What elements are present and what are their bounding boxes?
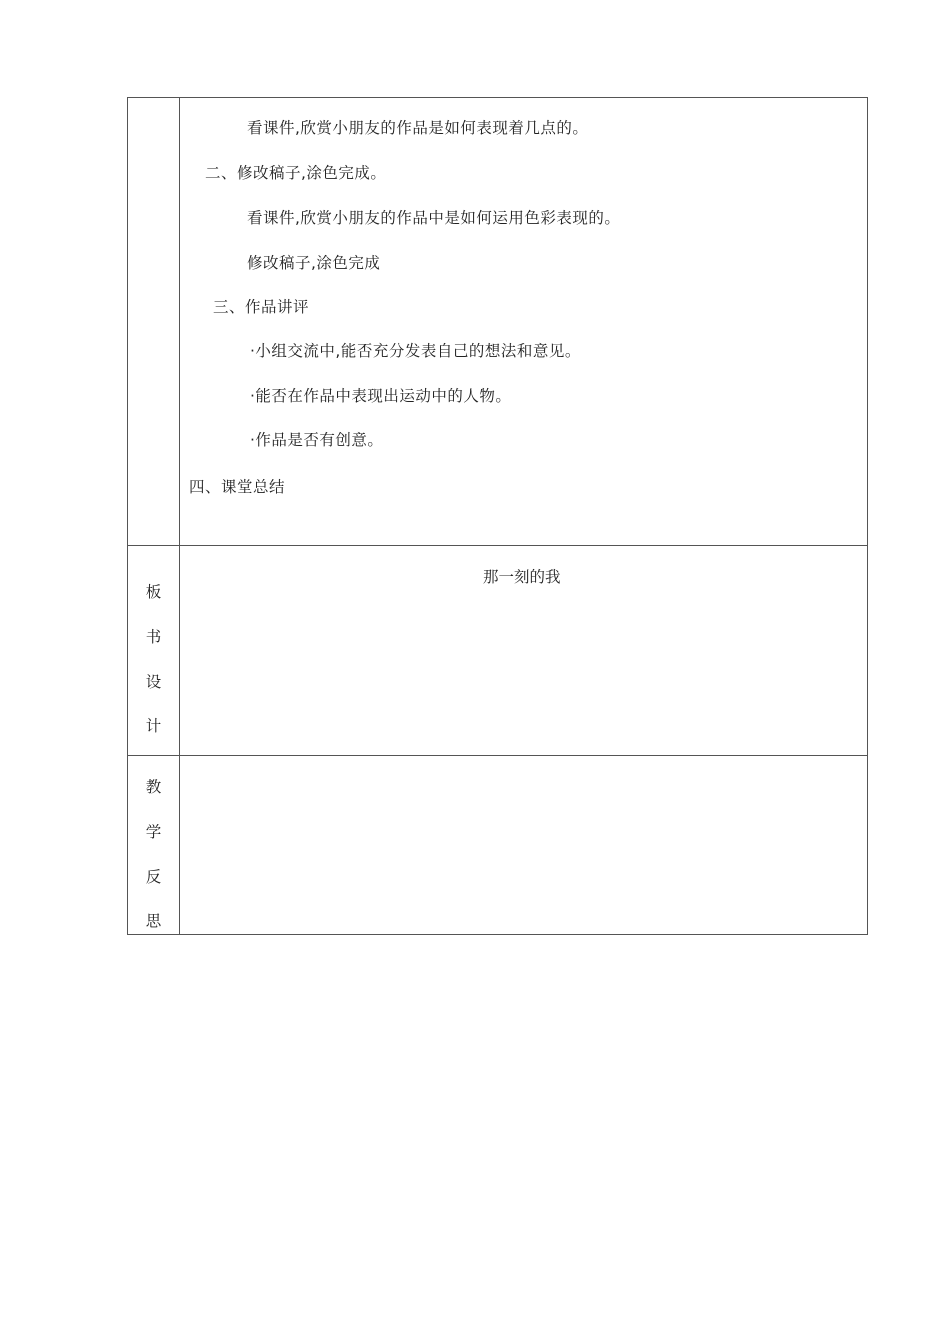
reflection-label-char-4: 思 bbox=[145, 912, 162, 930]
process-line-1: 看课件,欣赏小朋友的作品是如何表现着几点的。 bbox=[247, 119, 589, 137]
board-label-char-4: 计 bbox=[145, 717, 162, 735]
reflection-label-char-1: 教 bbox=[145, 778, 162, 796]
process-line-6: ·小组交流中,能否充分发表自己的想法和意见。 bbox=[250, 342, 581, 360]
process-line-2: 二、修改稿子,涂色完成。 bbox=[205, 164, 387, 182]
column-divider bbox=[179, 98, 180, 934]
reflection-label-char-3: 反 bbox=[145, 868, 162, 886]
board-design-title: 那一刻的我 bbox=[483, 568, 561, 586]
process-line-5: 三、作品讲评 bbox=[213, 298, 310, 316]
row-divider-board bbox=[128, 755, 867, 756]
process-line-8: ·作品是否有创意。 bbox=[250, 431, 384, 449]
reflection-label-char-2: 学 bbox=[145, 823, 162, 841]
board-label-char-3: 设 bbox=[145, 673, 162, 691]
process-line-4: 修改稿子,涂色完成 bbox=[247, 254, 381, 272]
board-label-char-2: 书 bbox=[145, 628, 162, 646]
board-label-char-1: 板 bbox=[145, 583, 162, 601]
process-line-3: 看课件,欣赏小朋友的作品中是如何运用色彩表现的。 bbox=[247, 209, 621, 227]
process-line-9: 四、课堂总结 bbox=[189, 478, 286, 496]
row-divider-process bbox=[128, 545, 867, 546]
lesson-plan-table bbox=[127, 97, 868, 935]
process-line-7: ·能否在作品中表现出运动中的人物。 bbox=[250, 387, 512, 405]
